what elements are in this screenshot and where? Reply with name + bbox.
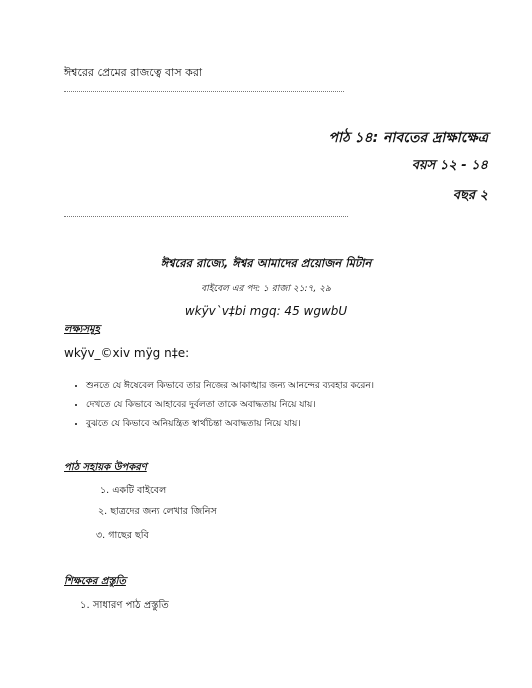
dotted-divider: [64, 216, 348, 217]
lesson-title: পাঠ ১৪: নাবতের দ্রাক্ষাক্ষেত্র: [328, 130, 488, 146]
dotted-divider: [64, 91, 344, 92]
year-label: বছর ২: [452, 188, 488, 203]
lesson-subtitle: ঈশ্বরের রাজ্যে, ঈশ্বর আমাদের প্রয়োজন মিটান: [160, 256, 372, 270]
memory-verse: wkÿv`v‡bi mgq: 45 wgwbU: [184, 304, 348, 318]
objective-item: • দেখতে যে কিভাবে আহাবের দুর্বলতা তাকে অবাদ্ধতায় নিয়ে যায়।: [86, 397, 374, 412]
material-item: ১. একটি বাইবেল: [100, 485, 167, 496]
objective-item: • বুঝতে যে কিভাবে অনিয়ন্ত্রিত স্বার্থচিন্তা অবাদ্ধতায় নিয়ে যায়।: [86, 416, 374, 431]
scripture-reference: বাইবেল এর পদ: ১ রাজা ২১:৭, ২৯: [201, 284, 331, 294]
objective-item: • শুনতে যে ঈষেবেল কিভাবে তার নিজের আকাঙ্খার জন্য আনন্দের ব্যবহার করেন।: [86, 378, 374, 393]
preparation-heading: শিক্ষকের প্রস্তুতি: [64, 576, 126, 587]
objectives-subheading: wkÿv_©xiv mÿg n‡e:: [64, 346, 190, 360]
objectives-heading: লক্ষ্যসমূহ: [64, 324, 100, 335]
objectives-list: [72, 378, 374, 435]
material-item: ৩. গাছের ছবি: [96, 530, 149, 541]
material-item: ২. ছাত্রদের জন্য লেখার জিনিস: [98, 506, 217, 517]
materials-heading: পাঠ সহায়ক উপকরণ: [64, 462, 147, 473]
age-range: বয়স ১২ - ১৪: [411, 158, 488, 173]
document-header-title: ঈশ্বরের প্রেমের রাজত্বে বাস করা: [64, 66, 203, 79]
preparation-item: ১. সাধারণ পাঠ প্রস্তুতি: [80, 600, 169, 611]
